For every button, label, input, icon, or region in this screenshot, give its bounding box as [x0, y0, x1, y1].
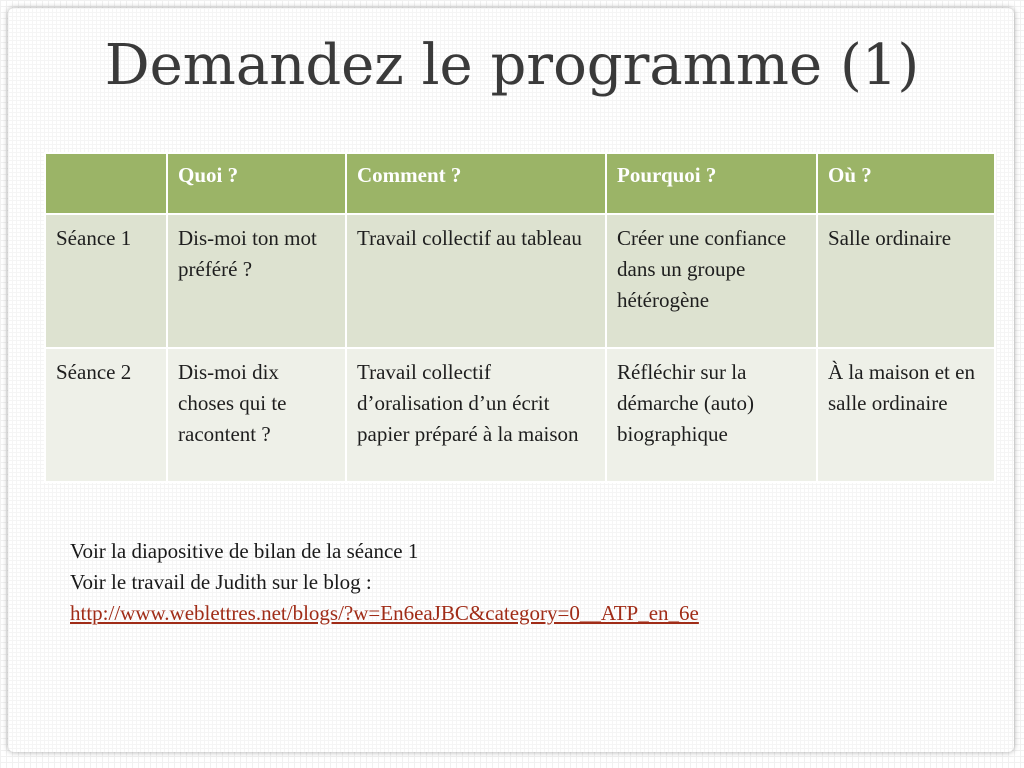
- table-cell: Dis-moi ton mot préféré ?: [167, 214, 346, 348]
- table-header-cell: [45, 153, 167, 214]
- notes-block: [70, 536, 699, 629]
- table-cell: Créer une confiance dans un groupe hétérogène: [606, 214, 817, 348]
- table-cell: Réfléchir sur la démarche (auto) biographique: [606, 348, 817, 482]
- table-cell: À la maison et en salle ordinaire: [817, 348, 995, 482]
- program-table: [44, 152, 996, 483]
- table-row: [45, 214, 995, 348]
- table-cell: Dis-moi dix choses qui te racontent ?: [167, 348, 346, 482]
- note-line-blog: Voir le travail de Judith sur le blog :: [70, 570, 372, 594]
- table-header-cell: Où ?: [817, 153, 995, 214]
- note-line-bilan: Voir la diapositive de bilan de la séance 1: [70, 539, 419, 563]
- slide-title: Demandez le programme (1): [104, 33, 920, 98]
- table-header-cell: Quoi ?: [167, 153, 346, 214]
- table-cell: Salle ordinaire: [817, 214, 995, 348]
- table-cell: Travail collectif d’oralisation d’un écrit papier préparé à la maison: [346, 348, 606, 482]
- table-header-cell: Pourquoi ?: [606, 153, 817, 214]
- table-cell: Séance 1: [45, 214, 167, 348]
- table-header-cell: Comment ?: [346, 153, 606, 214]
- table-header-row: [45, 153, 995, 214]
- table-row: [45, 348, 995, 482]
- table-cell: Séance 2: [45, 348, 167, 482]
- blog-link[interactable]: http://www.weblettres.net/blogs/?w=En6eaJBC&category=0__ATP_en_6e: [70, 601, 699, 625]
- table-cell: Travail collectif au tableau: [346, 214, 606, 348]
